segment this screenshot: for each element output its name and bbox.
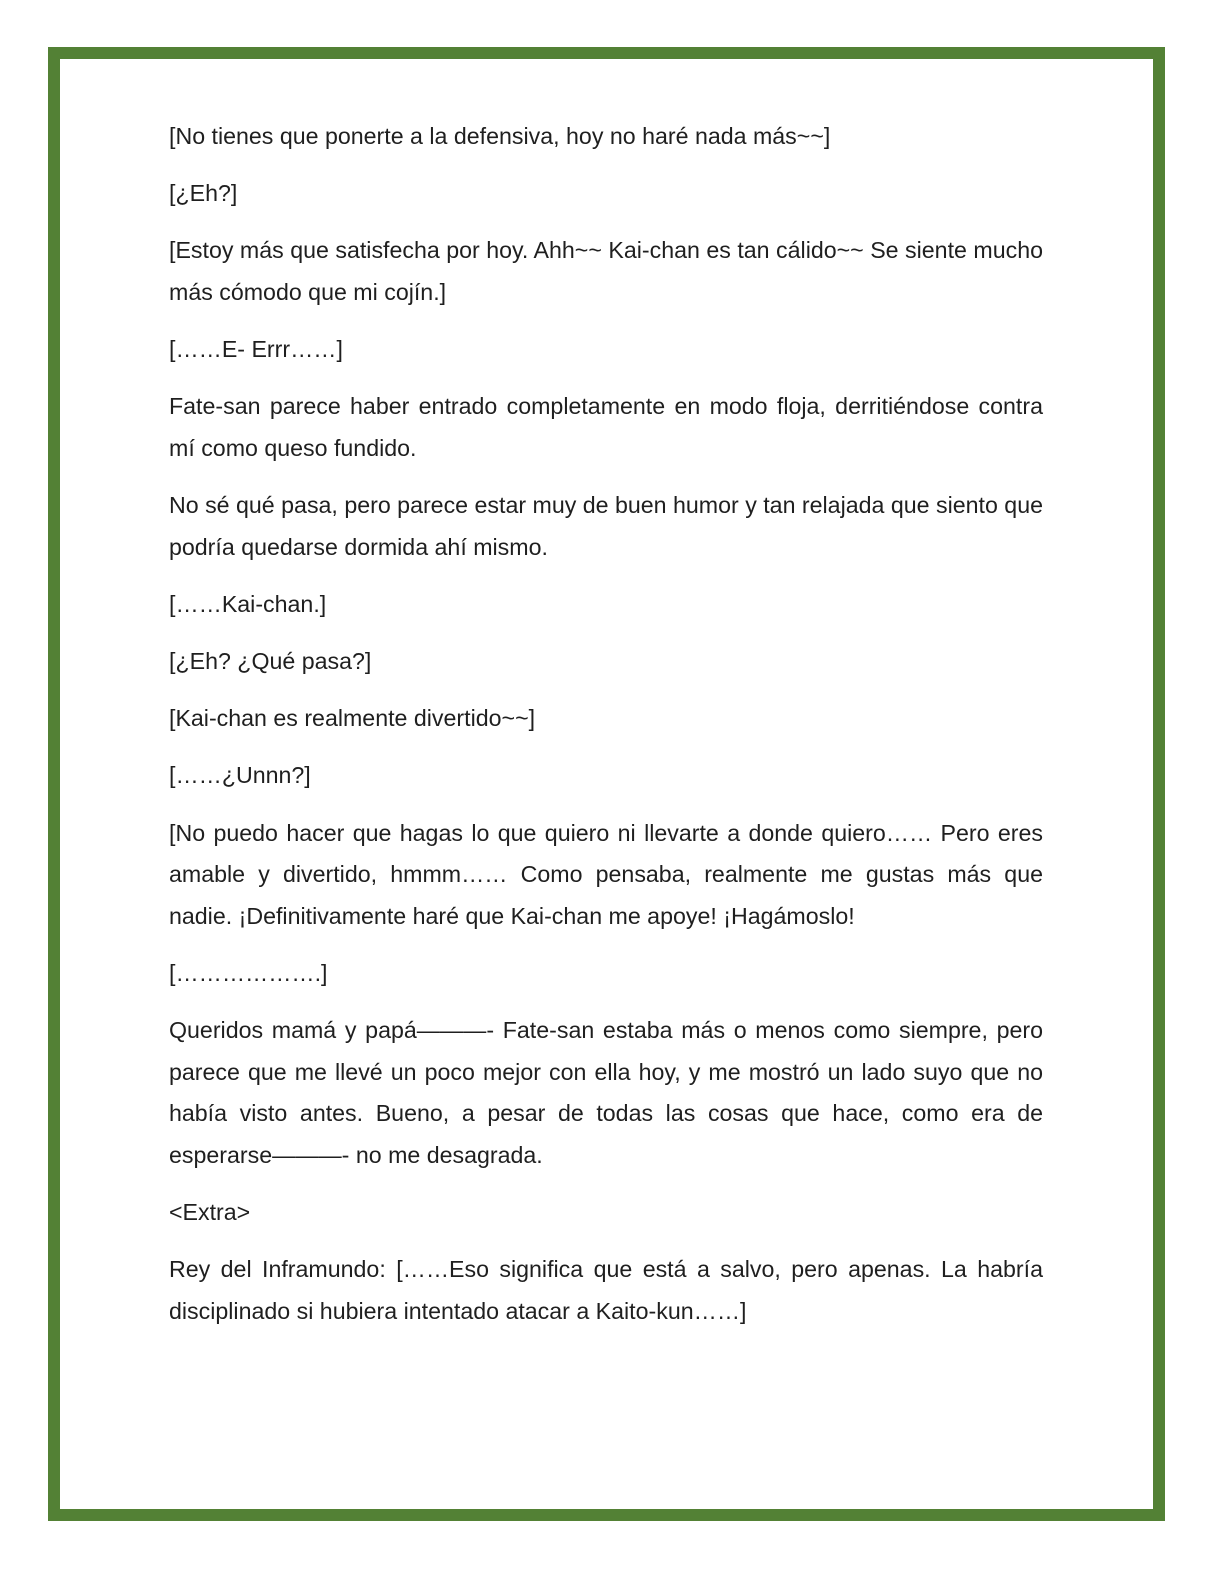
paragraph: [Kai-chan es realmente divertido~~] xyxy=(169,705,536,732)
paragraph: [¿Eh? ¿Qué pasa?] xyxy=(169,648,372,675)
paragraph: No sé qué pasa, pero parece estar muy de buen humor y tan relajada que siento que podría quedarse dormida ahí mismo. xyxy=(169,492,1043,560)
paragraph: [No tienes que ponerte a la defensiva, hoy no haré nada más~~] xyxy=(169,123,831,149)
paragraph: [……¿Unnn?] xyxy=(169,762,311,789)
paragraph: <Extra> xyxy=(169,1199,251,1226)
paragraph: Fate-san parece haber entrado completamente en modo floja, derritiéndose contra mí como queso fundido. xyxy=(169,393,1043,461)
document-body xyxy=(169,116,1043,1348)
paragraph: [……Kai-chan.] xyxy=(169,590,327,617)
paragraph: Rey del Inframundo: [……Eso significa que está a salvo, pero apenas. La habría disciplinado si hubiera intentado atacar a Kaito-kun……] xyxy=(169,1256,1043,1324)
paragraph: [No puedo hacer que hagas lo que quiero ni llevarte a donde quiero…… Pero eres amable y divertido, hmmm…… Como pensaba, realmente me gustas más que nadie. ¡Definitivamente haré que Kai-chan me apoye! ¡Hagámoslo! xyxy=(169,819,1043,929)
paragraph: [……………….] xyxy=(169,960,328,987)
paragraph: Queridos mamá y papá———- Fate-san estaba más o menos como siempre, pero parece que me llevé un poco mejor con ella hoy, y me mostró un lado suyo que no había visto antes. Bueno, a pesar de todas las cosas que hace, como era de esperarse———- no me desagrada. xyxy=(169,1017,1043,1168)
paragraph: [¿Eh?] xyxy=(169,180,238,207)
paragraph: [……E- Errr……] xyxy=(169,336,343,363)
paragraph: [Estoy más que satisfecha por hoy. Ahh~~ Kai-chan es tan cálido~~ Se siente mucho más cómodo que mi cojín.] xyxy=(169,237,1043,305)
